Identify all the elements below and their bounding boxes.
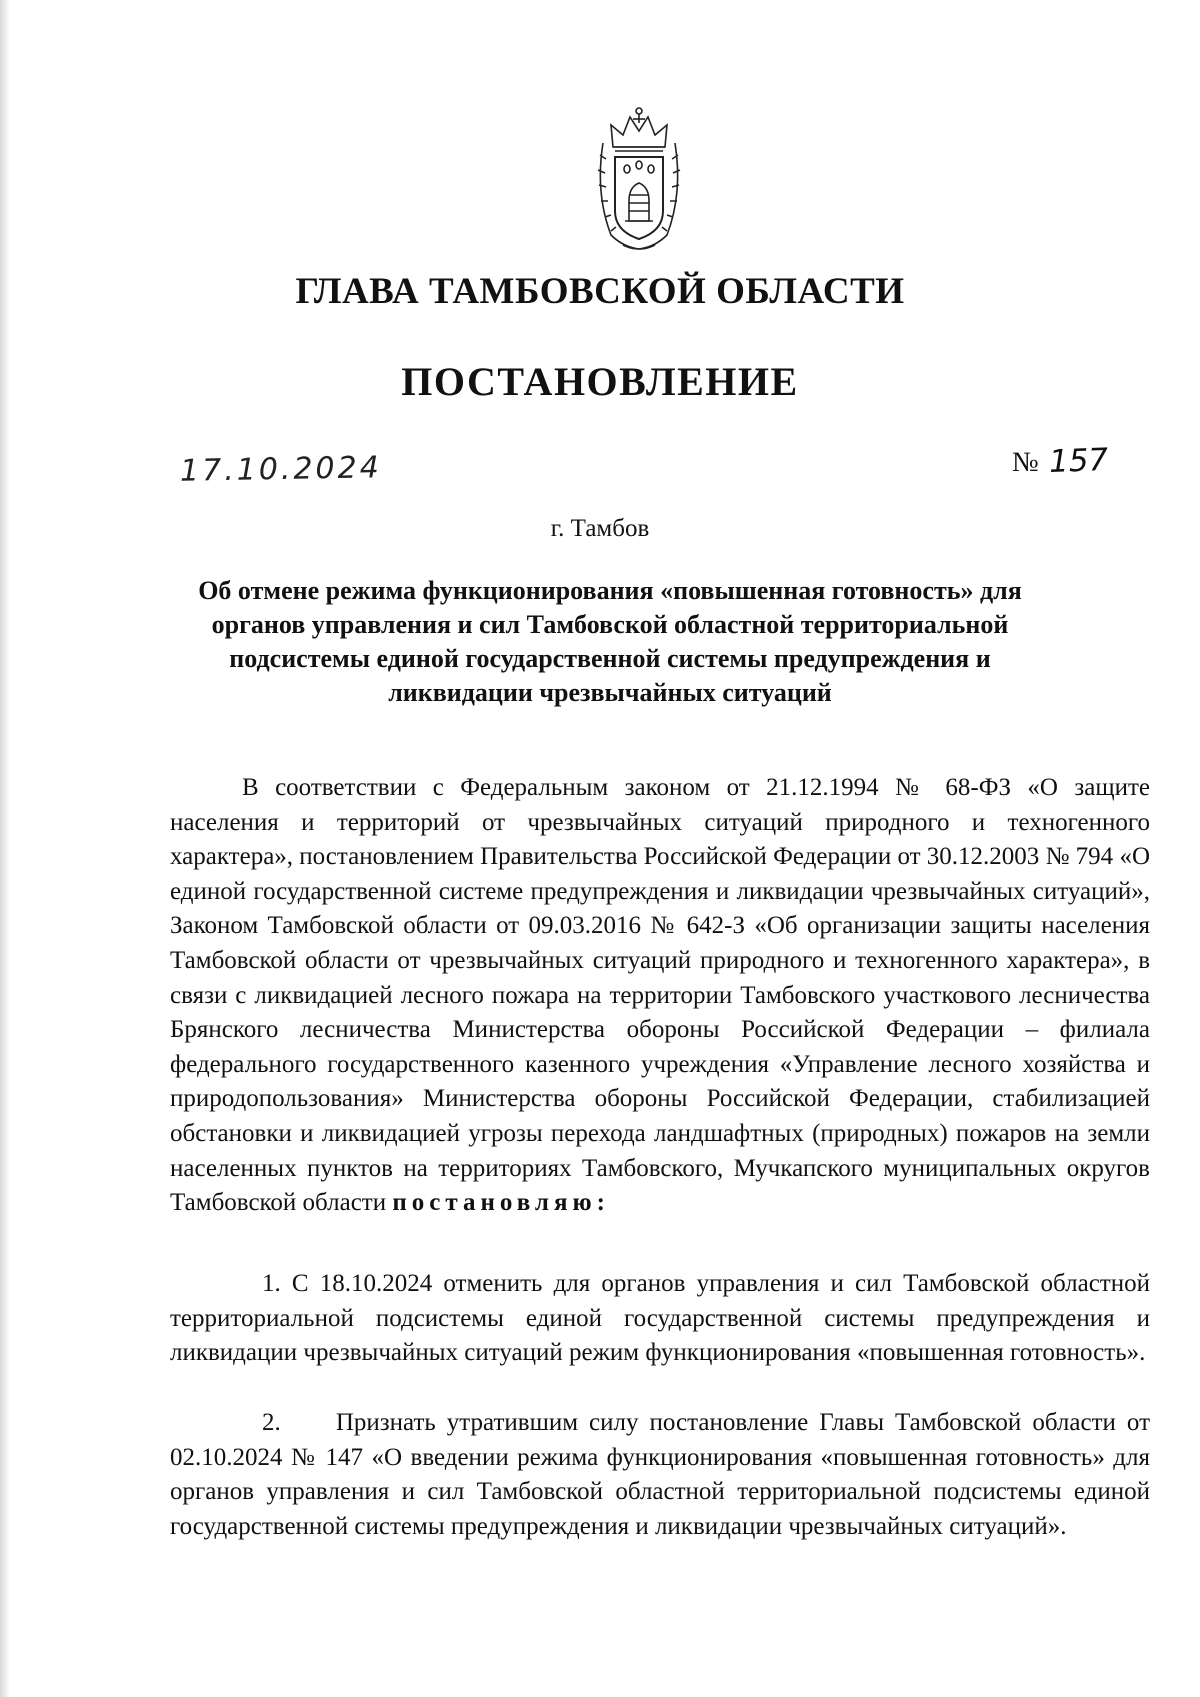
clause-2 [170,1406,1150,1544]
resolves-word: постановляю: [392,1189,610,1217]
preamble-text: В соответствии с Федеральным законом от 21.12.1994 № 68-ФЗ «О защите населения и территорий от чрезвычайных ситуаций природного и техногенного характера», постановлением Правительства Российской Федерации от 30.12.2003 № 794 «О единой государственной системе предупреждения и ликвидации чрезвычайных ситуаций», Законом Тамбовской области от 09.03.2016 № 642-З «Об организации защиты населения Тамбовской области от чрезвычайных ситуаций природного и техногенного характера», в связи с ликвидацией лесного пожара на территории Тамбовского участкового лесничества Брянского лесничества Министерства обороны Российской Федерации – филиала федерального государственного казенного учреждения «Управление лесного хозяйства и природопользования» Министерства обороны Российской Федерации, стабилизацией обстановки и ликвидацией угрозы перехода ландшафтных (природных) пожаров на земли населенных пунктов на территориях Тамбовского, Мучкапского муниципальных округов Тамбовской области [170,774,1150,1217]
document-title: Об отмене режима функционирования «повышенная готовность» для органов управления и сил Тамбовской областной территориальной подсистемы единой государственной системы предупреждения и ликвидации чрезвычайных ситуаций [198,576,1022,707]
number-sign: № [1012,447,1039,478]
clause-1 [170,1267,1150,1371]
clause-1-number: 1. [262,1270,281,1297]
document-type: ПОСТАНОВЛЕНИЕ [401,359,799,404]
clause-1-text: С 18.10.2024 отменить для органов управления и сил Тамбовской областной территориальной подсистемы единой государственной системы предупреждения и ликвидации чрезвычайных ситуаций режим функционирования «повышенная готовность». [170,1270,1150,1367]
number-value: 157 [1048,441,1109,481]
tambov-coat-of-arms-icon [593,103,685,253]
issuing-authority: ГЛАВА ТАМБОВСКОЙ ОБЛАСТИ [295,271,905,312]
preamble-paragraph [170,771,1150,1221]
document-date: 17.10.2024 [179,450,383,489]
city: г. Тамбов [550,515,650,542]
scan-edge-shadow [0,0,10,1697]
clause-2-text: Признать утратившим силу постановление Главы Тамбовской области от 02.10.2024 № 147 «О введении режима функционирования «повышенная готовность» для органов управления и сил Тамбовской областной территориальной подсистемы единой государственной системы предупреждения и ликвидации чрезвычайных ситуаций». [170,1409,1150,1540]
clause-2-number: 2. [262,1409,281,1436]
document-number [1012,443,1108,479]
